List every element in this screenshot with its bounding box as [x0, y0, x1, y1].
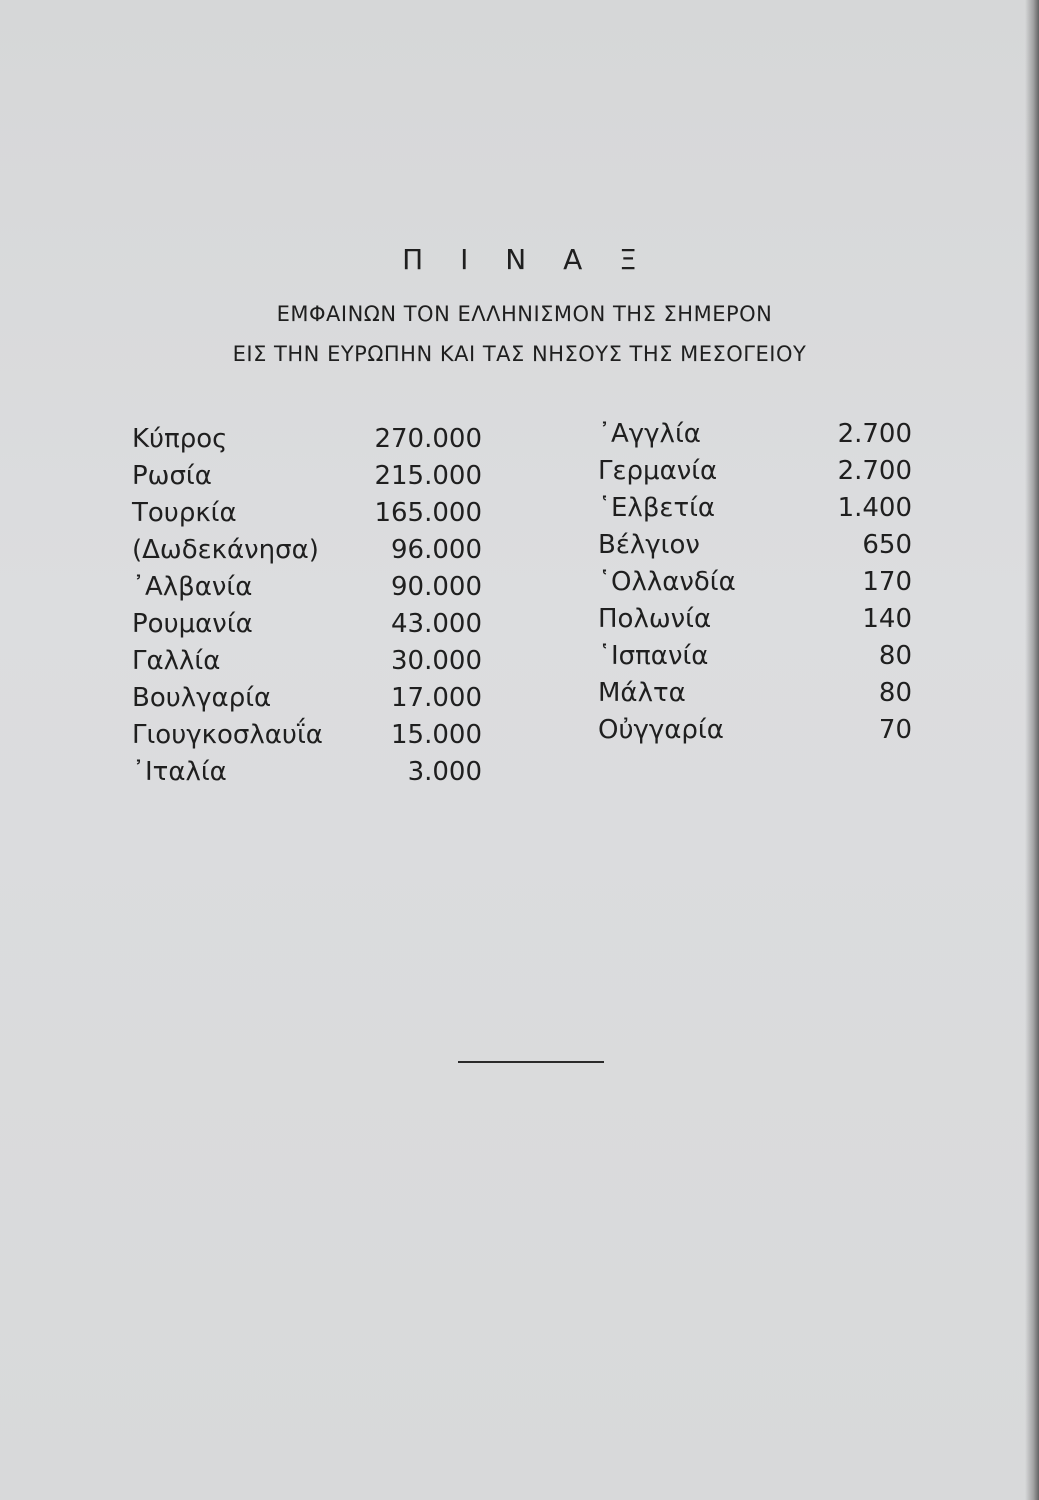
population-value: 90.000: [391, 572, 482, 602]
table-row: [132, 646, 482, 683]
population-value: 140: [862, 604, 912, 634]
population-value: 70: [878, 715, 912, 745]
page-title: Π Ι Ν Α Ξ: [402, 243, 651, 276]
country-name: Τουρκία: [132, 498, 237, 528]
country-name: ᾽Αγγλία: [598, 419, 701, 449]
table-row: [598, 493, 912, 530]
country-name: Βουλγαρία: [132, 683, 272, 713]
country-name: Οὐγγαρία: [598, 715, 724, 745]
closing-rule: [458, 1061, 604, 1063]
country-name: ῾Ολλανδία: [598, 567, 736, 597]
population-value: 17.000: [391, 683, 482, 713]
table-row: [598, 678, 912, 715]
subtitle-line-2: ΕΙΣ ΤΗΝ ΕΥΡΩΠΗΝ ΚΑΙ ΤΑΣ ΝΗΣΟΥΣ ΤΗΣ ΜΕΣΟΓΕΙΟΥ: [232, 342, 807, 366]
country-name: ᾽Αλβανία: [132, 572, 253, 602]
population-value: 80: [878, 641, 912, 671]
country-name: ῾Ισπανία: [598, 641, 709, 671]
population-value: 2.700: [837, 456, 912, 486]
table-row: [598, 456, 912, 493]
table-row: [132, 720, 482, 757]
population-value: 80: [878, 678, 912, 708]
country-name: Ρουμανία: [132, 609, 253, 639]
table-row: [598, 604, 912, 641]
population-value: 15.000: [391, 720, 482, 750]
table-row: [598, 715, 912, 752]
table-row: [598, 641, 912, 678]
population-value: 43.000: [391, 609, 482, 639]
table-row: [132, 683, 482, 720]
table-row: [132, 757, 482, 794]
population-value: 30.000: [391, 646, 482, 676]
population-value: 2.700: [837, 419, 912, 449]
table-row: [132, 609, 482, 646]
table-row: [598, 419, 912, 456]
page-edge-shadow: [1025, 0, 1039, 1500]
table-row: [598, 530, 912, 567]
table-row: [132, 461, 482, 498]
population-value: 3.000: [407, 757, 482, 787]
country-name: ᾽Ιταλία: [132, 757, 227, 787]
table-row: [132, 535, 482, 572]
country-name: Γιουγκοσλαυΐα: [132, 720, 323, 750]
country-name: Βέλγιον: [598, 530, 700, 560]
country-name: Μάλτα: [598, 678, 686, 708]
population-value: 96.000: [391, 535, 482, 565]
country-name: Κύπρος: [132, 424, 228, 454]
population-value: 165.000: [374, 498, 482, 528]
subtitle-line-1: ΕΜΦΑΙΝΩΝ ΤΟΝ ΕΛΛΗΝΙΣΜΟΝ ΤΗΣ ΣΗΜΕΡΟΝ: [276, 302, 773, 326]
country-name: Γαλλία: [132, 646, 221, 676]
population-value: 215.000: [374, 461, 482, 491]
table-row: [132, 424, 482, 461]
table-row: [132, 498, 482, 535]
population-value: 650: [862, 530, 912, 560]
table-row: [598, 567, 912, 604]
country-name: Γερμανία: [598, 456, 718, 486]
population-value: 170: [862, 567, 912, 597]
population-value: 1.400: [837, 493, 912, 523]
country-name: ῾Ελβετία: [598, 493, 716, 523]
population-value: 270.000: [374, 424, 482, 454]
country-name: Ρωσία: [132, 461, 212, 491]
table-row: [132, 572, 482, 609]
country-name: Πολωνία: [598, 604, 712, 634]
country-name: (Δωδεκάνησα): [132, 535, 319, 565]
